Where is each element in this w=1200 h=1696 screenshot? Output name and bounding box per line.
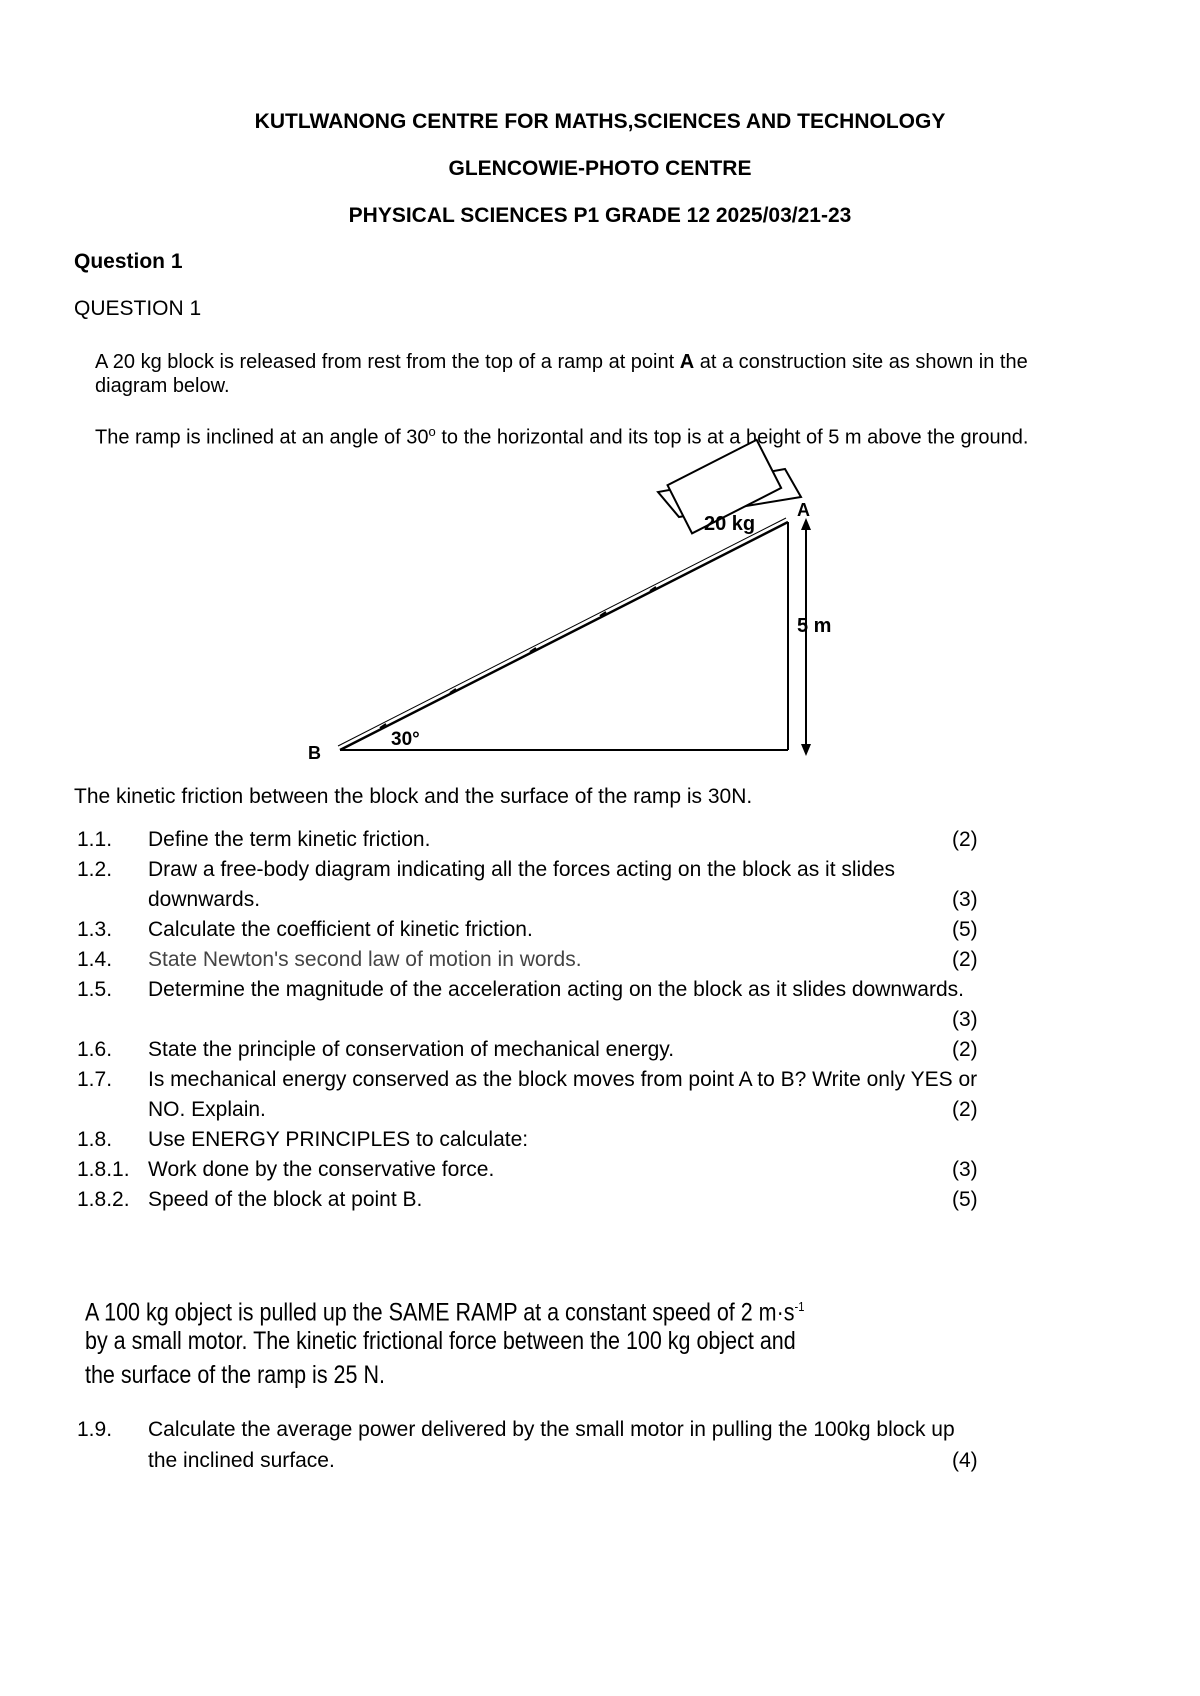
question-marks: (2) [952,828,978,851]
question-text: Calculate the coefficient of kinetic friction. [148,918,533,941]
question-number: 1.6. [77,1038,113,1061]
question-text: Draw a free-body diagram indicating all the forces acting on the block as it slides [148,858,896,881]
question-number: 1.4. [77,948,113,971]
question-marks: (5) [952,1188,978,1211]
intro-p1-point-a: A [679,351,695,373]
second-intro-line-2: by a small motor. The kinetic frictional force between the 100 kg object and [85,1327,796,1355]
height-label: 5 m [797,615,832,637]
intro-p1-text-b: at a construction site as shown in the diagram below. [95,351,1028,397]
question-number: 1.3. [77,918,113,941]
question-marks: (3) [952,1158,978,1181]
question-marks: (2) [952,948,978,971]
question-number: 1.1. [77,828,113,851]
point-b-label: B [308,743,321,763]
question-number: 1.7. [77,1068,113,1091]
block-label: 20 kg [704,513,756,535]
question-number: 1.9. [77,1418,113,1441]
ramp-incline [340,522,788,750]
intro-p2-text-b: to the horizontal and its top is at a height of 5 m above the ground. [435,426,1029,449]
question-text: Calculate the average power delivered by the small motor in pulling the 100kg block up [148,1418,955,1441]
ramp-diagram [0,0,1200,780]
second-intro-line-3: the surface of the ramp is 25 N. [85,1361,385,1389]
intro-p1-text-a: A 20 kg block is released from rest from the top of a ramp at point [95,351,680,373]
question-text-continued: the inclined surface. [148,1449,335,1472]
question-text: State Newton's second law of motion in words. [148,948,582,971]
paper-title: PHYSICAL SCIENCES P1 GRADE 12 2025/03/21-23 [348,204,852,227]
question-number: 1.8.1. [77,1158,130,1181]
centre-name: GLENCOWIE-PHOTO CENTRE [448,157,752,180]
point-a-label: A [797,500,810,520]
question-marks: (5) [952,918,978,941]
unit-superscript: -1 [794,1299,805,1314]
intro-p2-text-a: The ramp is inclined at an angle of 30 [95,426,429,449]
question-text: State the principle of conservation of mechanical energy. [148,1038,675,1061]
question-text: Define the term kinetic friction. [148,828,431,851]
question-text: Determine the magnitude of the acceleration acting on the block as it slides downwards. [148,978,964,1001]
question-marks: (3) [952,1008,978,1031]
school-name: KUTLWANONG CENTRE FOR MATHS,SCIENCES AND TECHNOLOGY [254,110,946,133]
ramp-incline-surface [338,518,786,746]
second-intro-line-1-text: A 100 kg object is pulled up the SAME RAMP at a constant speed of 2 m·s [85,1298,795,1327]
height-arrow-head-down [801,744,811,756]
degree-symbol: o [428,424,436,439]
question-number: 1.2. [77,858,113,881]
question-marks: (4) [952,1449,978,1472]
ramp-texture [380,587,656,728]
friction-statement: The kinetic friction between the block and the surface of the ramp is 30N. [74,785,753,808]
question-text: Use ENERGY PRINCIPLES to calculate: [148,1128,529,1151]
question-text: Work done by the conservative force. [148,1158,495,1181]
question-heading: Question 1 [74,250,183,273]
angle-label: 30° [391,729,420,750]
question-number: 1.8. [77,1128,113,1151]
question-number: 1.8.2. [77,1188,130,1211]
question-text-continued: downwards. [148,888,261,911]
question-text: Speed of the block at point B. [148,1188,423,1211]
question-marks: (3) [952,888,978,911]
question-marks: (2) [952,1038,978,1061]
question-text: Is mechanical energy conserved as the block moves from point A to B? Write only YES or [148,1068,978,1091]
question-heading-caps: QUESTION 1 [74,297,202,320]
question-text-continued: NO. Explain. [148,1098,266,1121]
question-number: 1.5. [77,978,113,1001]
question-marks: (2) [952,1098,978,1121]
